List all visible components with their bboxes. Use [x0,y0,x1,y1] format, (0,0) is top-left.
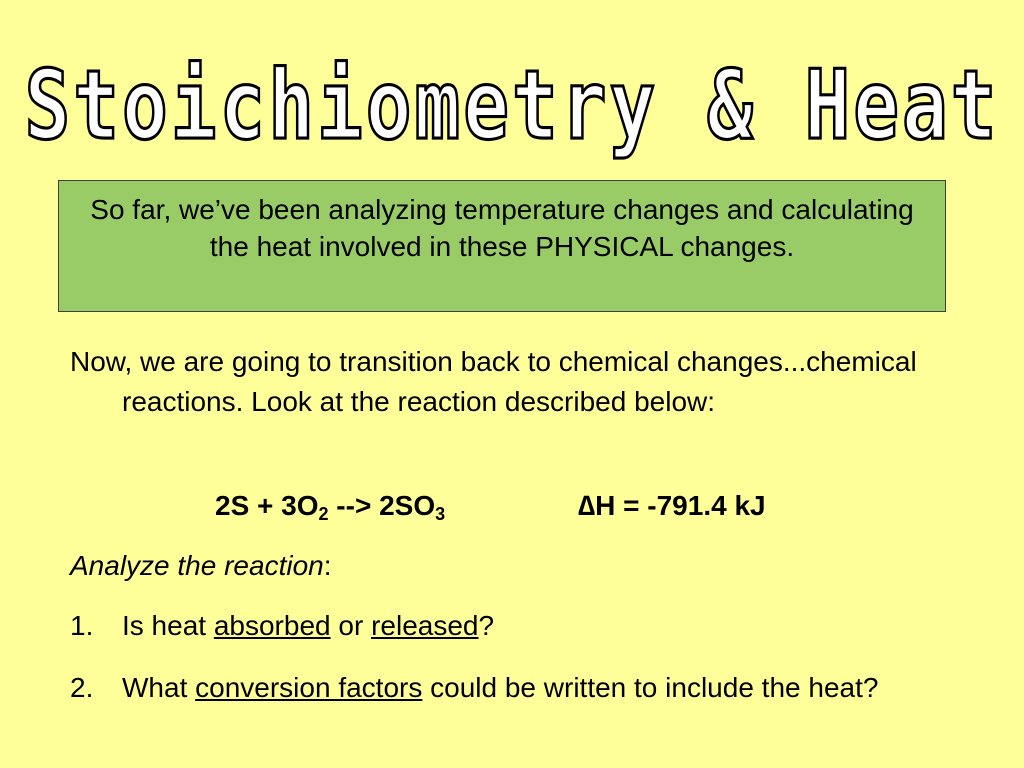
term-conversion-factors: conversion factors [195,672,423,703]
delta-symbol: ∆ [578,490,596,521]
question-1 [70,606,960,646]
slide-title: Stoichiometry & Heat [24,49,1000,161]
enthalpy-value: H = -791.4 kJ [595,490,766,521]
question-text: Is heat absorbed or released? [122,610,495,641]
question-2 [70,668,960,708]
reaction-equation [215,488,445,524]
question-number: 1. [70,610,94,641]
transition-text: Now, we are going to transition back to chemical changes...chemical reactions. Look at the reaction described below: [70,346,917,417]
intro-callout-box [58,180,946,312]
reactants-text: 2S + 3O [215,490,319,521]
intro-text: So far, we’ve been analyzing temperature changes and calculating the heat involved in these PHYSICAL changes. [90,194,914,262]
products-text: --> 2SO [328,490,436,521]
analyze-label: Analyze the reaction [70,550,324,581]
question-text: What conversion factors could be written to include the heat? [122,672,879,703]
question-number: 2. [70,672,94,703]
term-released: released [371,610,479,641]
analyze-heading: Analyze the reaction: [70,550,332,581]
so3-subscript: 3 [435,504,446,524]
term-absorbed: absorbed [213,610,331,641]
transition-paragraph [70,342,970,422]
enthalpy-change [578,488,766,524]
o2-subscript: 2 [318,504,329,524]
